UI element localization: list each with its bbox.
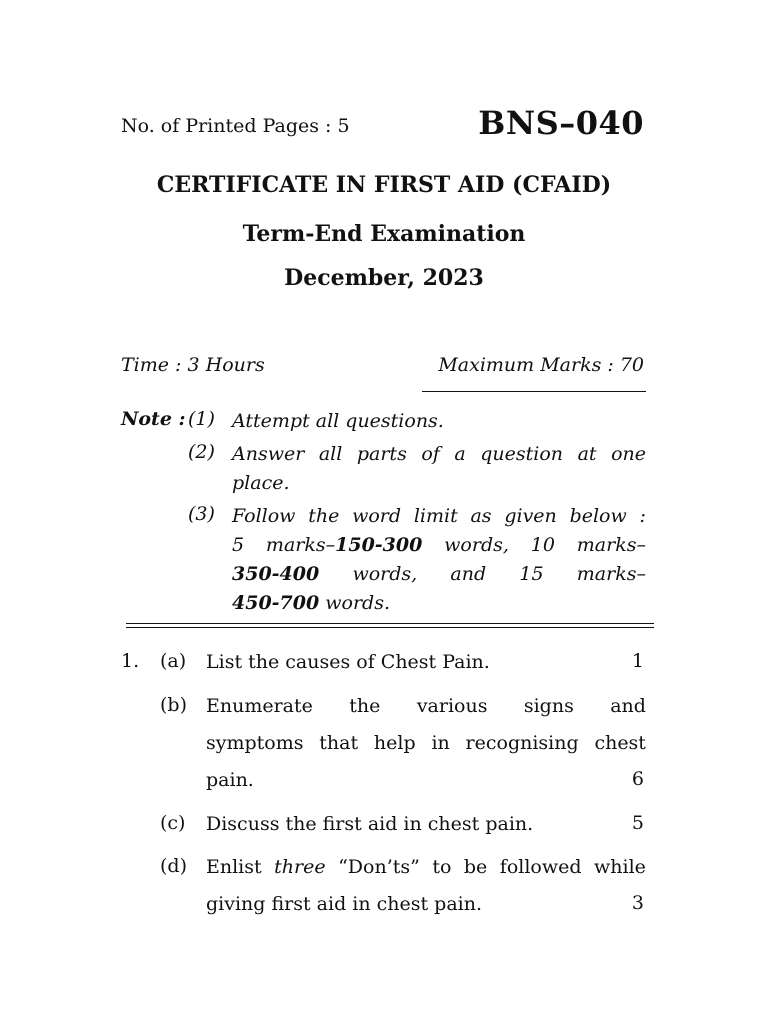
word: marks– [576, 563, 646, 585]
part-marks: 5 [631, 812, 644, 834]
note-number: (1) [188, 408, 215, 430]
note-label: Note : [121, 408, 186, 430]
word: words. [325, 592, 391, 614]
part-label: (a) [160, 650, 187, 672]
part-line [206, 725, 646, 762]
word: given [504, 505, 557, 527]
word: 10 [530, 534, 555, 556]
word: marks– [265, 534, 336, 556]
word: Follow [232, 505, 296, 527]
part-line [206, 849, 646, 886]
word: chest [594, 732, 646, 754]
word: marks– [576, 534, 646, 556]
word: words, [352, 563, 418, 585]
word: one [611, 443, 646, 465]
word: as [470, 505, 492, 527]
word: : [639, 505, 646, 527]
exam-title: Term-End Examination [242, 221, 526, 247]
note-text [232, 440, 646, 498]
word: the [308, 505, 340, 527]
word: below [569, 505, 627, 527]
part-text [206, 688, 646, 799]
word-limit-bold: 350-400 [232, 563, 320, 585]
word: the [349, 695, 381, 717]
word: question [480, 443, 564, 465]
paper-code: BNS–040 [478, 104, 644, 142]
word-limit-bold: 450-700 [232, 592, 320, 614]
divider-line [422, 391, 646, 392]
note-line: place. [232, 472, 290, 494]
word-limit-bold: 150-300 [335, 534, 423, 556]
word: a [454, 443, 466, 465]
part-line: pain. [206, 769, 254, 791]
word: that [319, 732, 359, 754]
double-divider [126, 623, 654, 628]
word: limit [413, 505, 458, 527]
word: help [373, 732, 416, 754]
part-label: (c) [160, 812, 186, 834]
note-line [232, 502, 646, 531]
note-text: Attempt all questions. [232, 410, 444, 432]
note-line [232, 531, 646, 560]
printed-pages: No. of Printed Pages : 5 [121, 115, 350, 137]
word: recognising [465, 732, 579, 754]
word: 5 [232, 534, 245, 556]
word: at [577, 443, 597, 465]
word: 15 [519, 563, 544, 585]
word: various [416, 695, 488, 717]
word: while [594, 856, 646, 878]
note-line [232, 440, 646, 469]
word: Answer [232, 443, 305, 465]
word: followed [499, 856, 582, 878]
part-marks: 3 [631, 892, 644, 914]
time-limit: Time : 3 Hours [121, 354, 265, 376]
word: “Don’ts” [338, 856, 420, 878]
note-number: (2) [188, 441, 215, 463]
word: Enumerate [206, 695, 313, 717]
word: Enlist [206, 856, 262, 878]
course-title: CERTIFICATE IN FIRST AID (CFAID) [156, 172, 612, 198]
word: be [463, 856, 488, 878]
word: to [432, 856, 452, 878]
part-label: (d) [160, 855, 187, 877]
part-text: List the causes of Chest Pain. [206, 651, 490, 673]
note-line [232, 560, 646, 589]
word: word [352, 505, 402, 527]
word: signs [523, 695, 574, 717]
word: and [450, 563, 487, 585]
note-text [232, 502, 646, 618]
part-text: Discuss the first aid in chest pain. [206, 813, 534, 835]
word: all [318, 443, 343, 465]
exam-date: December, 2023 [284, 265, 484, 291]
word: symptoms [206, 732, 304, 754]
note-number: (3) [188, 503, 215, 525]
word: words, [444, 534, 509, 556]
part-label: (b) [160, 694, 187, 716]
word-italic: three [274, 856, 326, 878]
word: in [431, 732, 450, 754]
word: parts [356, 443, 407, 465]
part-text [206, 849, 646, 923]
part-marks: 6 [631, 768, 644, 790]
question-number: 1. [121, 650, 140, 672]
part-marks: 1 [631, 650, 644, 672]
word: and [610, 695, 646, 717]
part-line: giving first aid in chest pain. [206, 893, 483, 915]
word-group [266, 531, 422, 560]
part-line [206, 688, 646, 725]
word: of [421, 443, 440, 465]
maximum-marks: Maximum Marks : 70 [438, 354, 644, 376]
note-line [232, 589, 646, 618]
